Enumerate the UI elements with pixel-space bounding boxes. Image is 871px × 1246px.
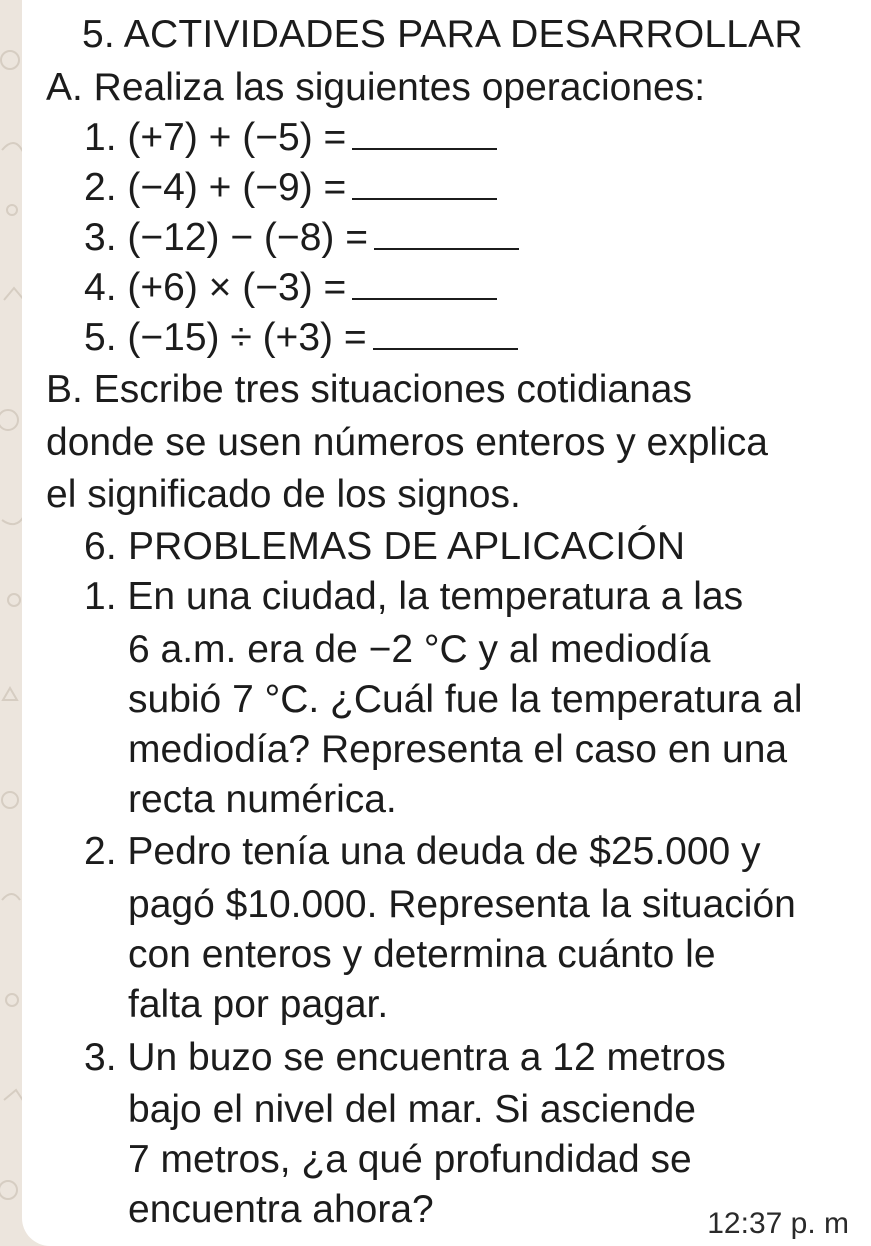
answer-blank [374, 218, 519, 250]
operation-5 [84, 313, 518, 363]
answer-blank [352, 118, 497, 150]
problem-1-line-5: recta numérica. [128, 778, 397, 821]
problem-3-line-1: 3. Un buzo se encuentra a 12 metros [84, 1036, 726, 1079]
section-6-heading: 6. PROBLEMAS DE APLICACIÓN [84, 525, 686, 568]
part-b-line-1: B. Escribe tres situaciones cotidianas [46, 368, 692, 411]
problem-2-line-2: pagó $10.000. Representa la situación [128, 883, 796, 926]
operation-4 [84, 263, 497, 313]
problem-1-line-3: subió 7 °C. ¿Cuál fue la temperatura al [128, 678, 803, 721]
operation-text: 2. (−4) + (−9) = [84, 166, 347, 209]
problem-3-line-2: bajo el nivel del mar. Si asciende [128, 1088, 696, 1131]
operation-text: 1. (+7) + (−5) = [84, 116, 347, 159]
problem-2-line-4: falta por pagar. [128, 983, 389, 1026]
problem-3-line-3: 7 metros, ¿a qué profundidad se [128, 1138, 692, 1181]
problem-1-line-2: 6 a.m. era de −2 °C y al mediodía [128, 628, 711, 671]
operation-2 [84, 163, 497, 213]
answer-blank [373, 318, 518, 350]
operation-text: 3. (−12) − (−8) = [84, 216, 368, 259]
problem-1-line-1: 1. En una ciudad, la temperatura a las [84, 575, 744, 618]
part-b-line-2: donde se usen números enteros y explica [46, 421, 768, 464]
part-a-instruction: A. Realiza las siguientes operaciones: [46, 66, 706, 109]
operation-3 [84, 213, 519, 263]
message-timestamp: 12:37 p. m [707, 1207, 849, 1240]
problem-2-line-3: con enteros y determina cuánto le [128, 933, 716, 976]
operation-text: 5. (−15) ÷ (+3) = [84, 316, 367, 359]
operation-1 [84, 113, 497, 163]
problem-1-line-4: mediodía? Representa el caso en una [128, 728, 788, 771]
problem-2-line-1: 2. Pedro tenía una deuda de $25.000 y [84, 830, 761, 873]
answer-blank [352, 168, 497, 200]
part-b-line-3: el significado de los signos. [46, 473, 521, 516]
section-5-heading: 5. ACTIVIDADES PARA DESARROLLAR [82, 13, 803, 56]
answer-blank [352, 268, 497, 300]
problem-3-line-4: encuentra ahora? [128, 1188, 434, 1231]
operation-text: 4. (+6) × (−3) = [84, 266, 347, 309]
